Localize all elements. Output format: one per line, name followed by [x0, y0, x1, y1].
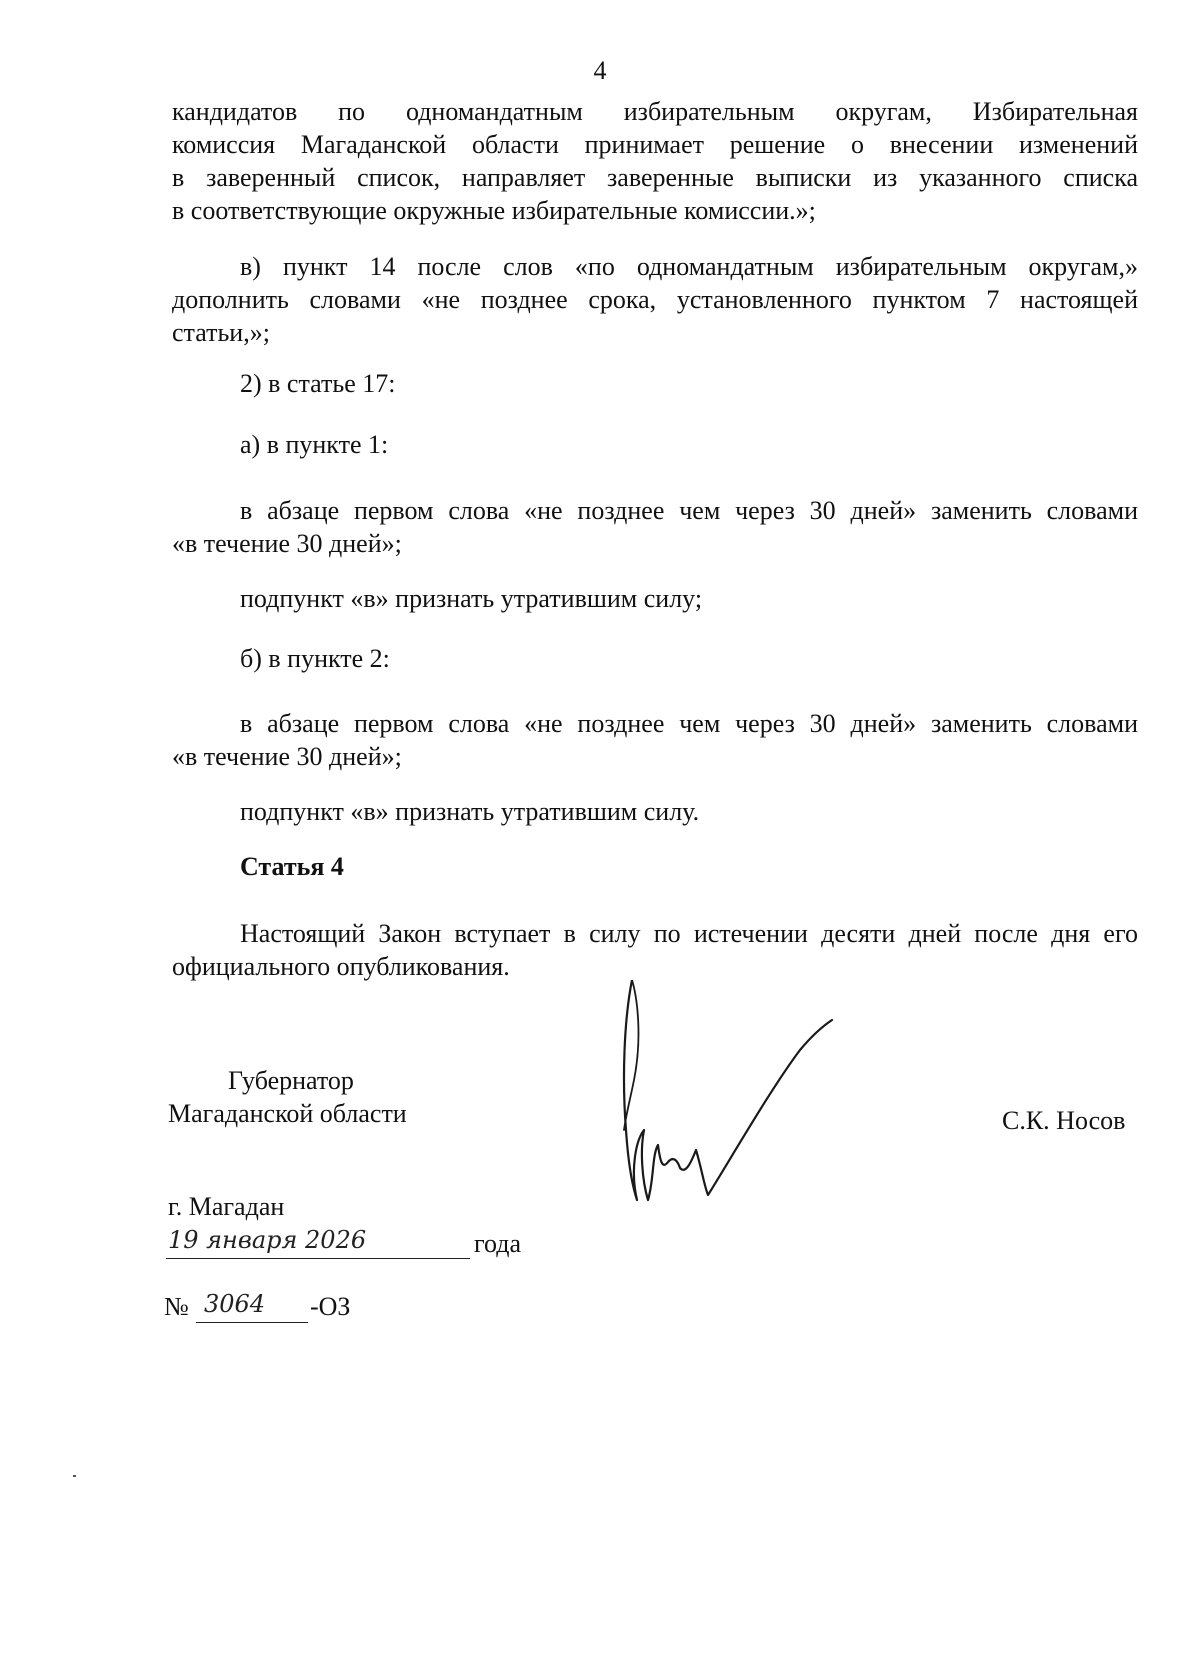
number-field [196, 1288, 308, 1323]
paragraph-subpoint-v-1: подпункт «в» признать утратившим силу; [240, 584, 703, 613]
date-field [166, 1224, 470, 1259]
paragraph-subpoint-v-2: подпункт «в» признать утратившим силу. [240, 797, 700, 826]
paragraph-article-4 [172, 917, 1138, 983]
paragraph-item-v [172, 250, 1138, 349]
text-line: официального опубликования. [172, 952, 510, 981]
text-line: кандидатов по одномандатным избирательным округам, Избирательная [172, 97, 1138, 126]
paragraph-point-2-abzac [172, 707, 1138, 773]
scan-speck [73, 1475, 76, 1477]
text-line: «в течение 30 дней»; [172, 529, 402, 558]
number-suffix: -ОЗ [310, 1292, 351, 1321]
paragraph-point-1-abzac [172, 494, 1138, 560]
text-line: статьи,»; [172, 318, 270, 347]
text-line: в) пункт 14 после слов «по одномандатным избирательным округам,» [240, 252, 1138, 281]
handwritten-signature [600, 980, 900, 1270]
handwritten-number: 3064 [204, 1290, 266, 1318]
page-number: 4 [593, 56, 607, 85]
article-heading: Статья 4 [240, 852, 344, 881]
handwritten-date: 19 января 2026 [168, 1226, 367, 1254]
text-line: «в течение 30 дней»; [172, 742, 402, 771]
text-line: комиссия Магаданской области принимает решение о внесении изменений [172, 130, 1138, 159]
date-suffix: года [474, 1229, 522, 1258]
text-line: в абзаце первом слова «не позднее чем через 30 дней» заменить словами [240, 709, 1138, 738]
paragraph-article-17: 2) в статье 17: [240, 369, 396, 398]
region-title: Магаданской области [168, 1099, 407, 1128]
paragraph-point-1: а) в пункте 1: [240, 430, 389, 459]
text-line: дополнить словами «не позднее срока, установленного пунктом 7 настоящей [172, 285, 1138, 314]
text-line: Настоящий Закон вступает в силу по истечении десяти дней после дня его [240, 919, 1138, 948]
governor-title: Губернатор [228, 1066, 354, 1095]
paragraph-point-2: б) в пункте 2: [240, 644, 390, 673]
text-line: в абзаце первом слова «не позднее чем через 30 дней» заменить словами [240, 496, 1138, 525]
city-label: г. Магадан [168, 1192, 285, 1221]
text-line: в соответствующие окружные избирательные комиссии.»; [172, 196, 816, 225]
signer-name: С.К. Носов [1002, 1106, 1126, 1135]
number-prefix: № [164, 1292, 189, 1321]
text-line: в заверенный список, направляет заверенные выписки из указанного списка [172, 163, 1138, 192]
paragraph-continuation [172, 95, 1138, 227]
